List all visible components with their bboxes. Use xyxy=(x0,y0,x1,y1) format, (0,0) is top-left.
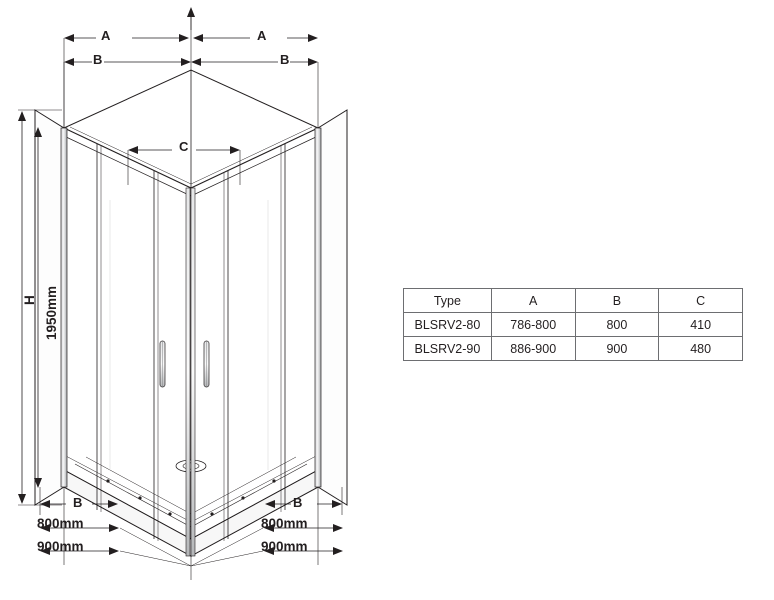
measurement-width-left-2: 900mm xyxy=(37,539,84,554)
cell-a: 886-900 xyxy=(491,337,575,361)
cell-type: BLSRV2-80 xyxy=(404,313,492,337)
cell-a: 786-800 xyxy=(491,313,575,337)
dim-label-b-bottom-right: B xyxy=(293,495,303,510)
column-header-c: C xyxy=(659,289,743,313)
dim-label-h: H xyxy=(22,295,37,305)
specification-table xyxy=(403,288,743,361)
measurement-height: 1950mm xyxy=(44,285,59,340)
measurement-width-right-2: 900mm xyxy=(261,539,308,554)
dim-label-a-left: A xyxy=(101,28,111,43)
dim-label-c: C xyxy=(179,139,189,154)
measurement-width-right-1: 800mm xyxy=(261,516,308,531)
enclosure-body xyxy=(35,70,347,556)
dim-label-a-right: A xyxy=(257,28,267,43)
cell-c: 480 xyxy=(659,337,743,361)
dim-label-b-top-left: B xyxy=(93,52,103,67)
door-handle-right xyxy=(204,341,209,387)
table-row xyxy=(404,313,743,337)
column-header-type: Type xyxy=(404,289,492,313)
column-header-a: A xyxy=(491,289,575,313)
cell-c: 410 xyxy=(659,313,743,337)
table-header-row xyxy=(404,289,743,313)
cell-b: 800 xyxy=(575,313,659,337)
door-handle-left xyxy=(160,341,165,387)
column-header-b: B xyxy=(575,289,659,313)
measurement-width-left-1: 800mm xyxy=(37,516,84,531)
dim-label-b-top-right: B xyxy=(280,52,290,67)
dim-label-b-bottom-left: B xyxy=(73,495,83,510)
cell-b: 900 xyxy=(575,337,659,361)
table-row xyxy=(404,337,743,361)
cell-type: BLSRV2-90 xyxy=(404,337,492,361)
